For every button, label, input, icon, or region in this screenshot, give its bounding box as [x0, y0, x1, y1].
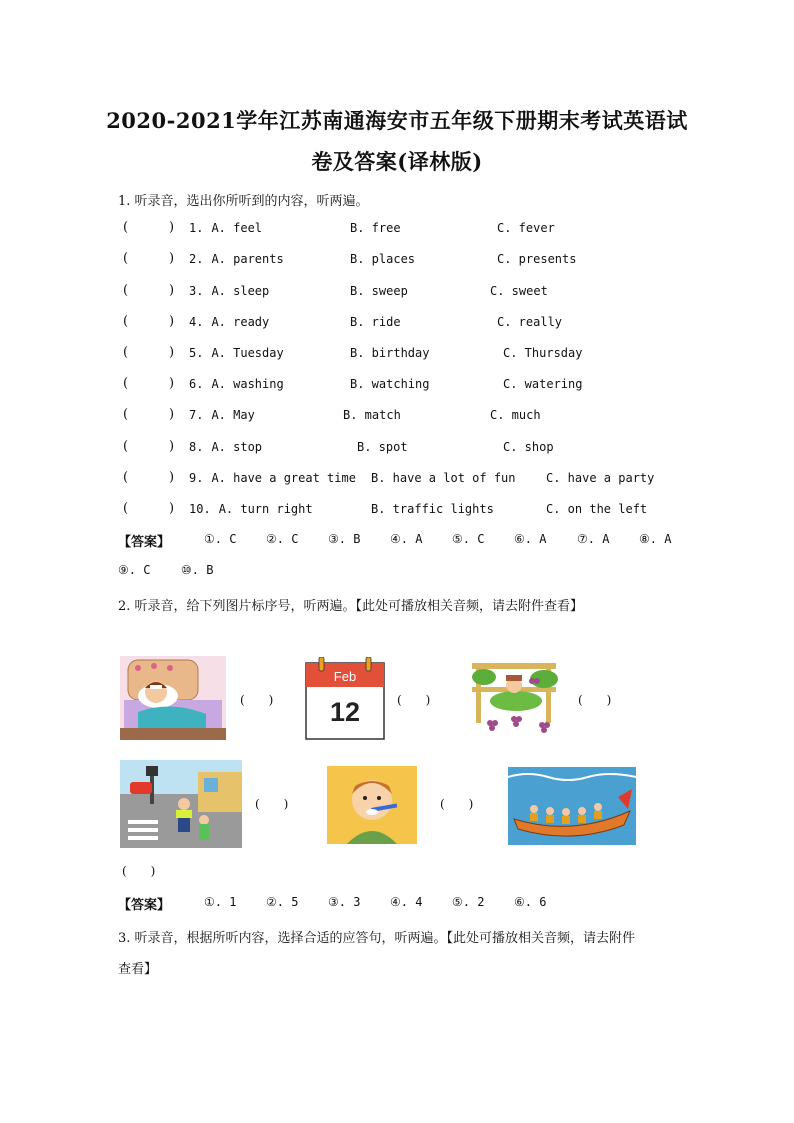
answer-blank	[123, 407, 175, 422]
document-title-line1: 2020-2021学年江苏南通海安市五年级下册期末考试英语试	[106, 108, 688, 133]
paren-open: (	[123, 376, 129, 391]
answer-blank	[123, 220, 175, 235]
option-b: B. traffic lights	[371, 502, 494, 516]
question-row	[189, 408, 255, 422]
paren-open: (	[123, 407, 129, 422]
option-c: C. shop	[503, 440, 554, 454]
section3-heading-line2: 查看】	[118, 962, 158, 977]
paren-close: )	[169, 220, 175, 235]
option-c: C. watering	[503, 377, 583, 391]
answer-blank	[123, 470, 175, 485]
option-b: B. spot	[357, 440, 408, 454]
paren-open: (	[123, 470, 129, 485]
option-c: C. Thursday	[503, 346, 583, 360]
paren-open: (	[123, 345, 129, 360]
option-a: A. turn right	[218, 502, 313, 516]
answer-item: ⑥. 6	[514, 895, 547, 909]
calendar-day: 12	[329, 697, 361, 727]
calendar-feb-12-picture	[305, 657, 385, 741]
option-b: B. birthday	[350, 346, 430, 360]
answer-item: ③. 3	[328, 895, 361, 909]
answer-blank	[123, 314, 175, 329]
question-row	[189, 471, 356, 485]
question-row	[189, 346, 284, 360]
paren-close: )	[169, 314, 175, 329]
question-number: 4.	[189, 315, 204, 329]
answer-item: ③. B	[328, 532, 361, 546]
answer-item: ⑥. A	[514, 532, 547, 546]
paren-close: )	[169, 407, 175, 422]
option-a: A. have a great time	[211, 471, 356, 485]
paren-close: )	[169, 376, 175, 391]
paren-close: )	[169, 501, 175, 516]
question-number: 5.	[189, 346, 204, 360]
grape-arbor-picture	[462, 657, 564, 741]
option-c: C. presents	[497, 252, 577, 266]
question-row	[189, 315, 269, 329]
option-b: B. have a lot of fun	[371, 471, 516, 485]
answer-blank	[123, 283, 175, 298]
question-row	[189, 502, 313, 516]
option-b: B. ride	[350, 315, 401, 329]
option-c: C. much	[490, 408, 541, 422]
question-number: 8.	[189, 440, 204, 454]
answer-item: ①. C	[204, 532, 237, 546]
question-row	[189, 252, 284, 266]
paren-open: (	[123, 501, 129, 516]
question-row	[189, 440, 262, 454]
option-a: A. parents	[211, 252, 284, 266]
section3-heading-line1: 3. 听录音，根据所听内容，选择合适的应答句，听两遍。【此处可播放相关音频，请去附件	[118, 931, 636, 946]
option-b: B. watching	[350, 377, 430, 391]
question-row	[189, 221, 262, 235]
document-title-line2: 卷及答案(译林版)	[311, 149, 483, 174]
section2-answer-label: 【答案】	[118, 898, 171, 913]
paren-open: (	[123, 220, 129, 235]
question-number: 7.	[189, 408, 204, 422]
paren-open: (	[123, 251, 129, 266]
option-b: B. places	[350, 252, 416, 266]
sick-in-bed-picture	[120, 656, 226, 740]
question-row	[189, 284, 269, 298]
answer-blank	[123, 376, 175, 391]
paren-close: )	[169, 470, 175, 485]
paren-open: (	[123, 439, 129, 454]
answer-blank	[123, 345, 175, 360]
option-c: C. have a party	[546, 471, 655, 485]
answer-item: ②. 5	[266, 895, 299, 909]
answer-blank	[123, 251, 175, 266]
question-number: 9.	[189, 471, 204, 485]
answer-item: ⑦. A	[577, 532, 610, 546]
answer-item: ⑤. C	[452, 532, 485, 546]
section1-heading: 1. 听录音，选出你所听到的内容，听两遍。	[118, 194, 369, 209]
question-number: 1.	[189, 221, 204, 235]
question-number: 10.	[189, 502, 211, 516]
paren-close: )	[169, 439, 175, 454]
option-a: A. ready	[211, 315, 270, 329]
answer-item: ④. A	[390, 532, 423, 546]
paren-open: (	[123, 283, 129, 298]
option-a: A. feel	[211, 221, 263, 235]
dragon-boat-picture	[508, 767, 636, 845]
section2-heading: 2. 听录音，给下列图片标序号，听两遍。【此处可播放相关音频，请去附件查看】	[118, 599, 584, 614]
option-c: C. on the left	[546, 502, 648, 516]
traffic-police-picture	[120, 760, 242, 848]
question-number: 6.	[189, 377, 204, 391]
answer-item: ⑨. C	[118, 563, 151, 577]
paren-close: )	[169, 251, 175, 266]
option-c: C. really	[497, 315, 563, 329]
paren-close: )	[169, 345, 175, 360]
option-c: C. sweet	[490, 284, 548, 298]
question-row	[189, 377, 284, 391]
question-number: 2.	[189, 252, 204, 266]
picture4-answer-blank: ( )	[255, 797, 289, 811]
answer-item: ⑩. B	[181, 563, 214, 577]
answer-blank	[123, 439, 175, 454]
answer-item: ⑤. 2	[452, 895, 485, 909]
picture5-answer-blank: ( )	[440, 797, 474, 811]
answer-blank	[123, 501, 175, 516]
option-a: A. stop	[211, 440, 263, 454]
option-b: B. sweep	[350, 284, 408, 298]
picture1-answer-blank: ( )	[240, 693, 274, 707]
answer-item: ④. 4	[390, 895, 423, 909]
option-b: B. match	[343, 408, 401, 422]
option-c: C. fever	[497, 221, 555, 235]
option-a: A. Tuesday	[211, 346, 284, 360]
answer-item: ⑧. A	[639, 532, 672, 546]
picture2-answer-blank: ( )	[397, 693, 431, 707]
section1-answer-label: 【答案】	[118, 535, 171, 550]
calendar-month: Feb	[333, 669, 357, 684]
option-a: A. sleep	[211, 284, 270, 298]
option-b: B. free	[350, 221, 401, 235]
answer-item: ②. C	[266, 532, 299, 546]
paren-close: )	[169, 283, 175, 298]
paren-open: (	[123, 314, 129, 329]
brushing-teeth-picture	[327, 766, 417, 844]
question-number: 3.	[189, 284, 204, 298]
option-a: A. May	[211, 408, 255, 422]
picture6-answer-blank: ( )	[122, 864, 156, 878]
answer-item: ①. 1	[204, 895, 237, 909]
option-a: A. washing	[211, 377, 284, 391]
picture3-answer-blank: ( )	[578, 693, 612, 707]
